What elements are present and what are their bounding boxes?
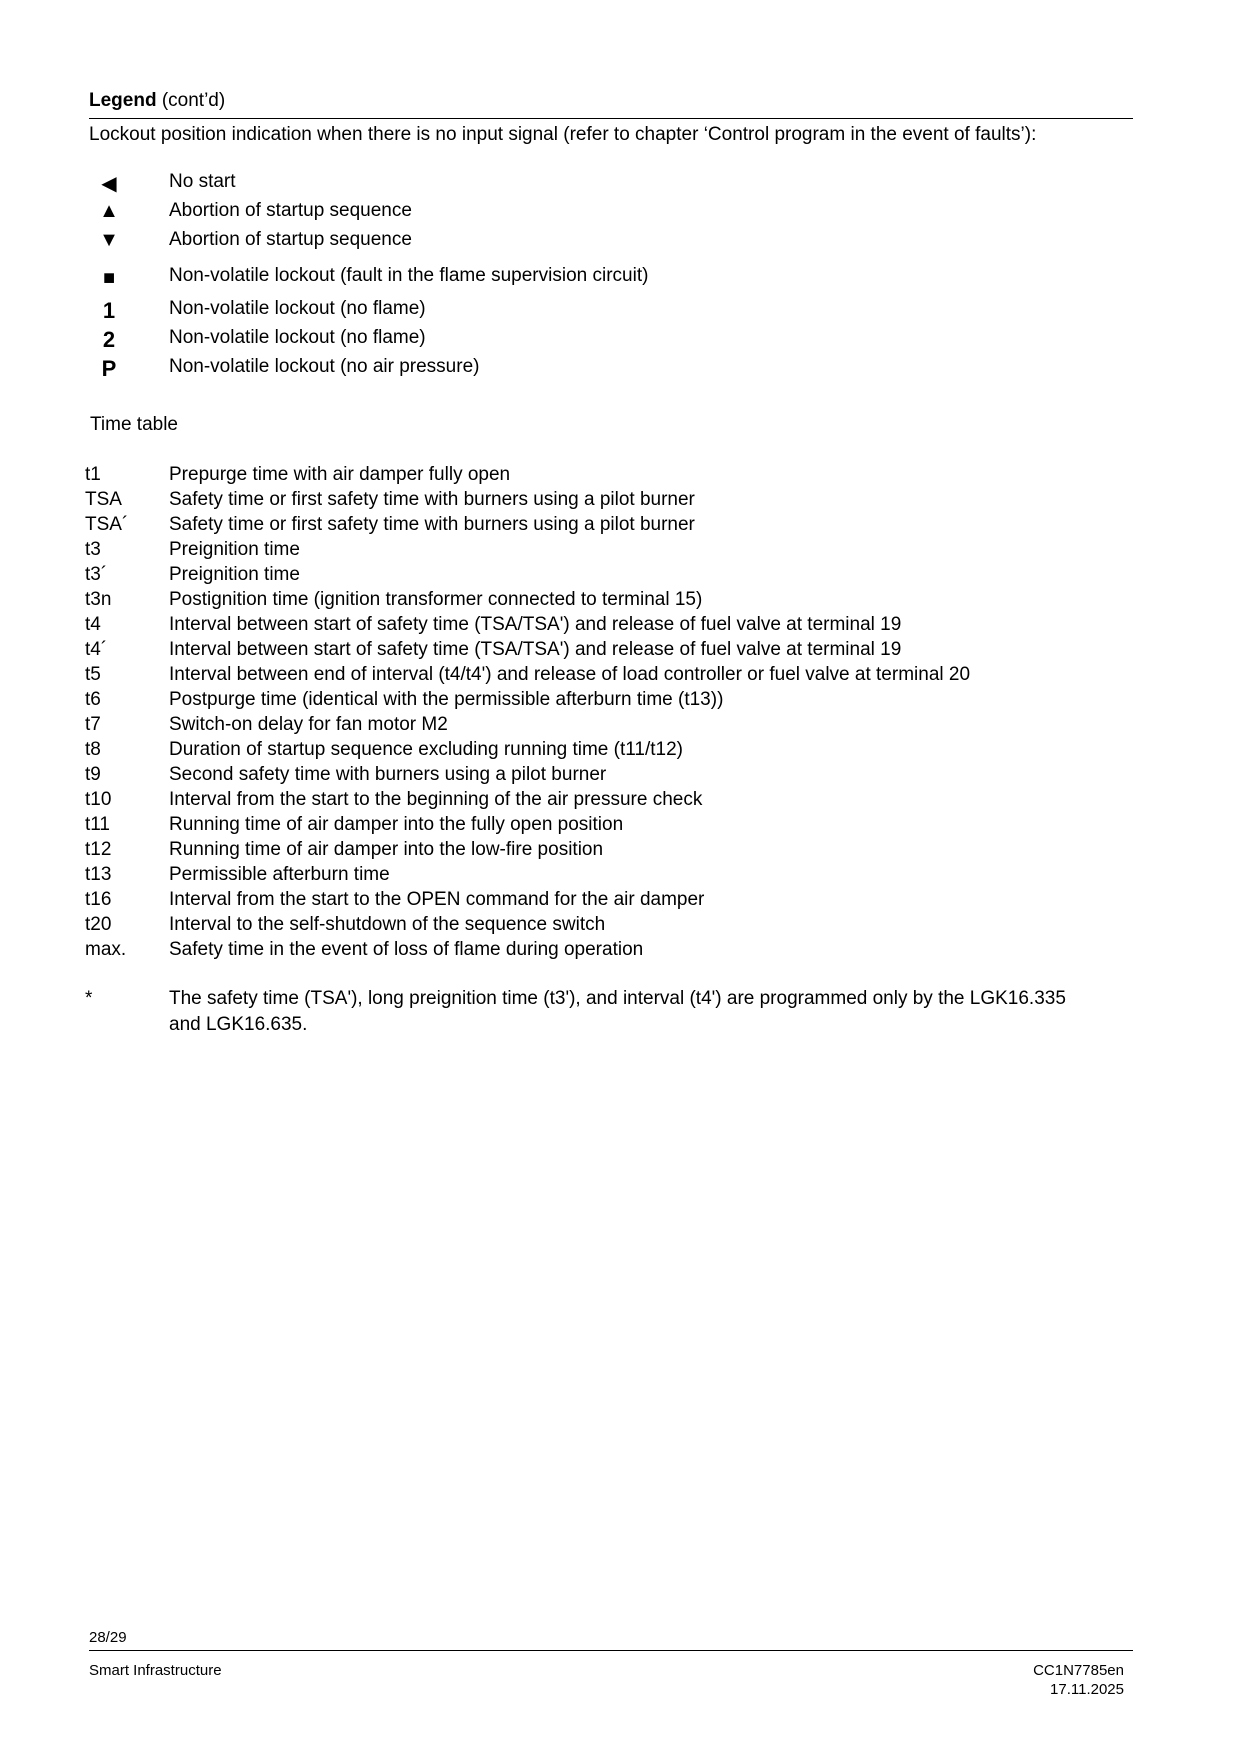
time-description: Interval between end of interval (t4/t4') and release of load controller or fuel valve at terminal 20 xyxy=(169,664,971,685)
page-number: 28/29 xyxy=(89,1629,127,1646)
footnote-marker: * xyxy=(85,988,93,1009)
time-key: t16 xyxy=(85,889,112,910)
section-heading-bold: Legend xyxy=(89,90,157,111)
time-key: t4 xyxy=(85,614,101,635)
time-table-title: Time table xyxy=(90,414,178,435)
time-key: t5 xyxy=(85,664,101,685)
time-key: t3´ xyxy=(85,564,108,585)
lockout-item-text: Abortion of startup sequence xyxy=(169,200,412,221)
time-description: Prepurge time with air damper fully open xyxy=(169,464,511,485)
intro-text: Lockout position indication when there is no input signal (refer to chapter ‘Control program in the event of faults’): xyxy=(89,124,1037,145)
time-description: Interval to the self-shutdown of the sequence switch xyxy=(169,914,606,935)
time-description: Running time of air damper into the low-fire position xyxy=(169,839,604,860)
time-description: Interval from the start to the beginning of the air pressure check xyxy=(169,789,703,810)
time-description: Safety time or first safety time with burners using a pilot burner xyxy=(169,489,695,510)
footer-divider xyxy=(89,1650,1133,1651)
lockout-item-text: Non-volatile lockout (no flame) xyxy=(169,327,426,348)
time-description: Interval between start of safety time (TSA/TSA') and release of fuel valve at terminal 19 xyxy=(169,614,902,635)
time-key: TSA xyxy=(85,489,122,510)
time-key: TSA´ xyxy=(85,514,129,535)
triangle-left-icon: ◀ xyxy=(101,173,117,195)
time-key: t7 xyxy=(85,714,101,735)
section-heading xyxy=(89,90,225,112)
time-description: Permissible afterburn time xyxy=(169,864,390,885)
time-description: Duration of startup sequence excluding running time (t11/t12) xyxy=(169,739,684,760)
time-key: t4´ xyxy=(85,639,108,660)
triangle-down-icon: ▼ xyxy=(99,229,119,251)
digit-2-icon: 2 xyxy=(102,327,116,352)
section-heading-suffix: (cont’d) xyxy=(156,90,226,111)
lockout-item-text: Non-volatile lockout (no flame) xyxy=(169,298,426,319)
lockout-item-text: Abortion of startup sequence xyxy=(169,229,412,250)
time-key: t3n xyxy=(85,589,112,610)
time-key: t12 xyxy=(85,839,112,860)
time-key: t11 xyxy=(85,814,111,835)
time-description: Running time of air damper into the fully open position xyxy=(169,814,624,835)
time-description: Preignition time xyxy=(169,539,300,560)
time-description: Postpurge time (identical with the permissible afterburn time (t13)) xyxy=(169,689,724,710)
time-key: t9 xyxy=(85,764,101,785)
time-key: t6 xyxy=(85,689,101,710)
triangle-up-icon: ▲ xyxy=(99,200,119,222)
time-key: max. xyxy=(85,939,127,960)
footer-company: Smart Infrastructure xyxy=(89,1662,222,1679)
letter-p-icon: P xyxy=(101,356,117,381)
time-description: Safety time or first safety time with burners using a pilot burner xyxy=(169,514,695,535)
time-description: Second safety time with burners using a pilot burner xyxy=(169,764,607,785)
lockout-item-text: Non-volatile lockout (fault in the flame supervision circuit) xyxy=(169,265,649,286)
footnote-line: The safety time (TSA'), long preignition time (t3'), and interval (t4') are programmed only by the LGK16.335 xyxy=(169,988,1066,1009)
time-description: Preignition time xyxy=(169,564,300,585)
square-icon: ■ xyxy=(102,267,116,289)
digit-1-icon: 1 xyxy=(102,298,116,323)
time-description: Postignition time (ignition transformer connected to terminal 15) xyxy=(169,589,703,610)
header-divider xyxy=(89,118,1133,119)
time-description: Interval from the start to the OPEN command for the air damper xyxy=(169,889,705,910)
time-description: Interval between start of safety time (TSA/TSA') and release of fuel valve at terminal 19 xyxy=(169,639,902,660)
time-key: t1 xyxy=(85,464,101,485)
time-description: Switch-on delay for fan motor M2 xyxy=(169,714,448,735)
footnote-line: and LGK16.635. xyxy=(169,1014,308,1035)
time-key: t3 xyxy=(85,539,101,560)
time-key: t10 xyxy=(85,789,112,810)
footnote-text xyxy=(169,986,1066,1038)
lockout-item-text: Non-volatile lockout (no air pressure) xyxy=(169,356,480,377)
footer-doc-id: CC1N7785en xyxy=(1033,1662,1124,1679)
time-key: t8 xyxy=(85,739,101,760)
footer-date: 17.11.2025 xyxy=(1050,1681,1124,1698)
time-description: Safety time in the event of loss of flame during operation xyxy=(169,939,644,960)
time-key: t20 xyxy=(85,914,112,935)
lockout-item-text: No start xyxy=(169,171,236,192)
time-key: t13 xyxy=(85,864,112,885)
